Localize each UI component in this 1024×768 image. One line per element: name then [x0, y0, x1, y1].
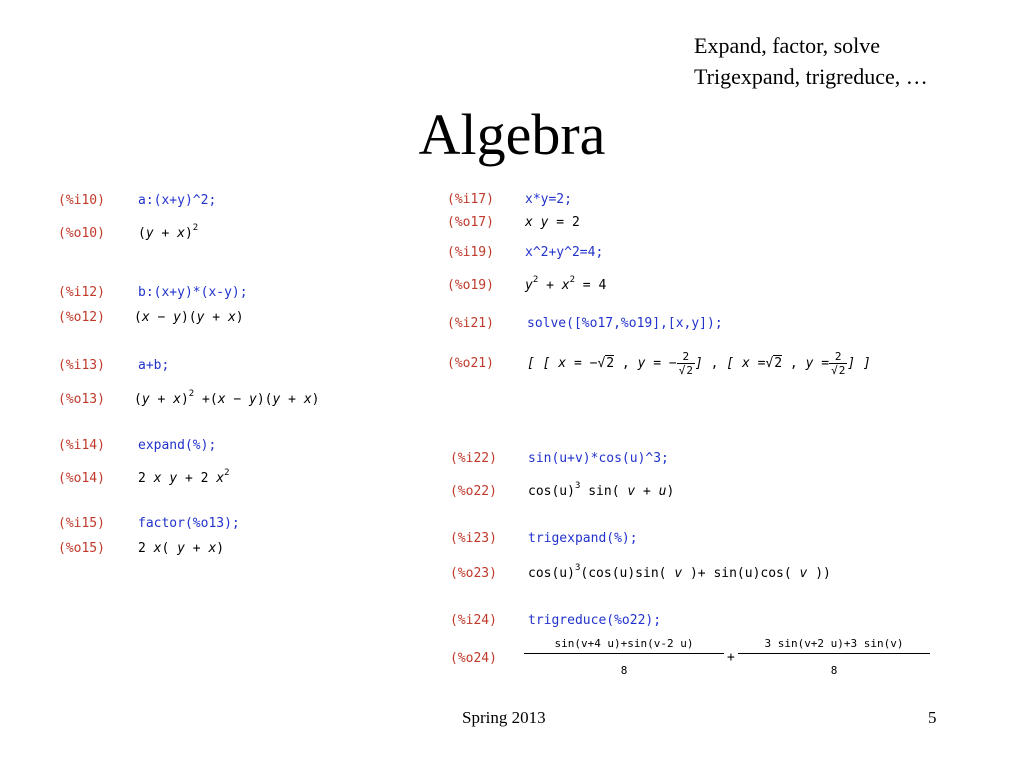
output-expr-o13: $(y + x)^2 +(x - y)(y + x)$: [134, 389, 320, 407]
footer-date: Spring 2013: [462, 708, 546, 727]
fraction-2-denominator: 8: [738, 653, 930, 677]
fraction-1: [524, 637, 724, 677]
label-i23: (%i23): [450, 531, 497, 546]
input-i10: [58, 193, 216, 208]
header-note: [694, 30, 928, 92]
label-i12: (%i12): [58, 285, 105, 300]
input-i21: [447, 316, 723, 331]
label-i21: (%i21): [447, 316, 494, 331]
output-expr-o14: 2 x y + 2 $x^2$: [138, 468, 230, 486]
input-text-i10: a:(x+y)^2;: [138, 193, 217, 208]
output-o17: [447, 215, 580, 230]
fraction-2-numerator: 3 sin(v+2 u)+3 sin(v): [764, 637, 904, 650]
input-i14: [58, 438, 216, 453]
fraction-1-denominator: 8: [524, 653, 724, 677]
label-o12: (%o12): [58, 310, 105, 325]
fraction-2: [738, 637, 930, 677]
output-o21: [447, 350, 871, 377]
label-o17: (%o17): [447, 215, 494, 230]
label-o24: (%o24): [450, 651, 497, 666]
output-expr-o10: $(y + x)^2$: [138, 223, 199, 241]
label-i24: (%i24): [450, 613, 497, 628]
input-i24: [450, 613, 661, 628]
output-o15: [58, 541, 224, 556]
output-o10: [58, 223, 198, 241]
output-o23: [450, 563, 831, 581]
fraction-1-numerator: sin(v+4 u)+sin(v-2 u): [554, 637, 694, 650]
label-o10: (%o10): [58, 226, 105, 241]
label-i13: (%i13): [58, 358, 105, 373]
input-text-i13: a+b;: [138, 358, 170, 373]
input-text-i14: expand(%);: [138, 438, 217, 453]
output-o13: [58, 389, 319, 407]
input-i19: [447, 245, 603, 260]
label-i15: (%i15): [58, 516, 105, 531]
output-expr-o23: $\cos(u)^3(\cos(u)\sin$( v )+ sin(u)cos( v )): [528, 563, 831, 581]
label-i14: (%i14): [58, 438, 105, 453]
input-i23: [450, 531, 638, 546]
label-o14: (%o14): [58, 471, 105, 486]
input-i15: [58, 516, 240, 531]
label-i19: (%i19): [447, 245, 494, 260]
label-o15: (%o15): [58, 541, 105, 556]
note-line-2: Trigexpand, trigreduce, …: [694, 64, 928, 89]
output-expr-o22: $\cos(u)^3$ sin( v + u): [528, 481, 675, 499]
label-o22: (%o22): [450, 484, 497, 499]
output-expr-o21: [ [ x = −√2 , y = − $\frac{2}{√2}$ ] , [ x =√2 , y = $\frac{2}{√2}$ ] ]: [527, 350, 871, 377]
output-o24-label-row: [450, 651, 528, 666]
input-i12: [58, 285, 248, 300]
label-i10: (%i10): [58, 193, 105, 208]
note-line-1: Expand, factor, solve: [694, 33, 881, 58]
label-i17: (%i17): [447, 192, 494, 207]
input-text-i15: factor(%o13);: [138, 516, 240, 531]
output-expr-o17: x y = 2: [525, 215, 580, 230]
output-o14: [58, 468, 230, 486]
output-o12: [58, 310, 244, 325]
input-text-i24: trigreduce(%o22);: [528, 613, 662, 628]
input-text-i22: sin(u+v)*cos(u)^3;: [528, 451, 669, 466]
input-i22: [450, 451, 669, 466]
input-i13: [58, 358, 169, 373]
output-expr-o15: 2 x( y + x): [138, 541, 225, 556]
input-i17: [447, 192, 572, 207]
input-text-i23: trigexpand(%);: [528, 531, 638, 546]
label-o19: (%o19): [447, 278, 494, 293]
label-o23: (%o23): [450, 566, 497, 581]
label-o13: (%o13): [58, 392, 105, 407]
output-expr-o12: (x − y)(y + x): [134, 310, 244, 325]
output-o22: [450, 481, 674, 499]
input-text-i12: b:(x+y)*(x-y);: [138, 285, 248, 300]
input-text-i19: x^2+y^2=4;: [525, 245, 604, 260]
slide-title: Algebra: [418, 102, 606, 167]
label-o21: (%o21): [447, 356, 494, 371]
label-i22: (%i22): [450, 451, 497, 466]
slide-number: 5: [928, 708, 937, 727]
output-o19: [447, 275, 606, 293]
output-expr-o19: $y^2 + x^2 = 4$: [525, 275, 607, 293]
input-text-i17: x*y=2;: [525, 192, 572, 207]
input-text-i21: solve([%o17,%o19],[x,y]);: [527, 316, 723, 331]
plus-sign: +: [727, 650, 735, 665]
